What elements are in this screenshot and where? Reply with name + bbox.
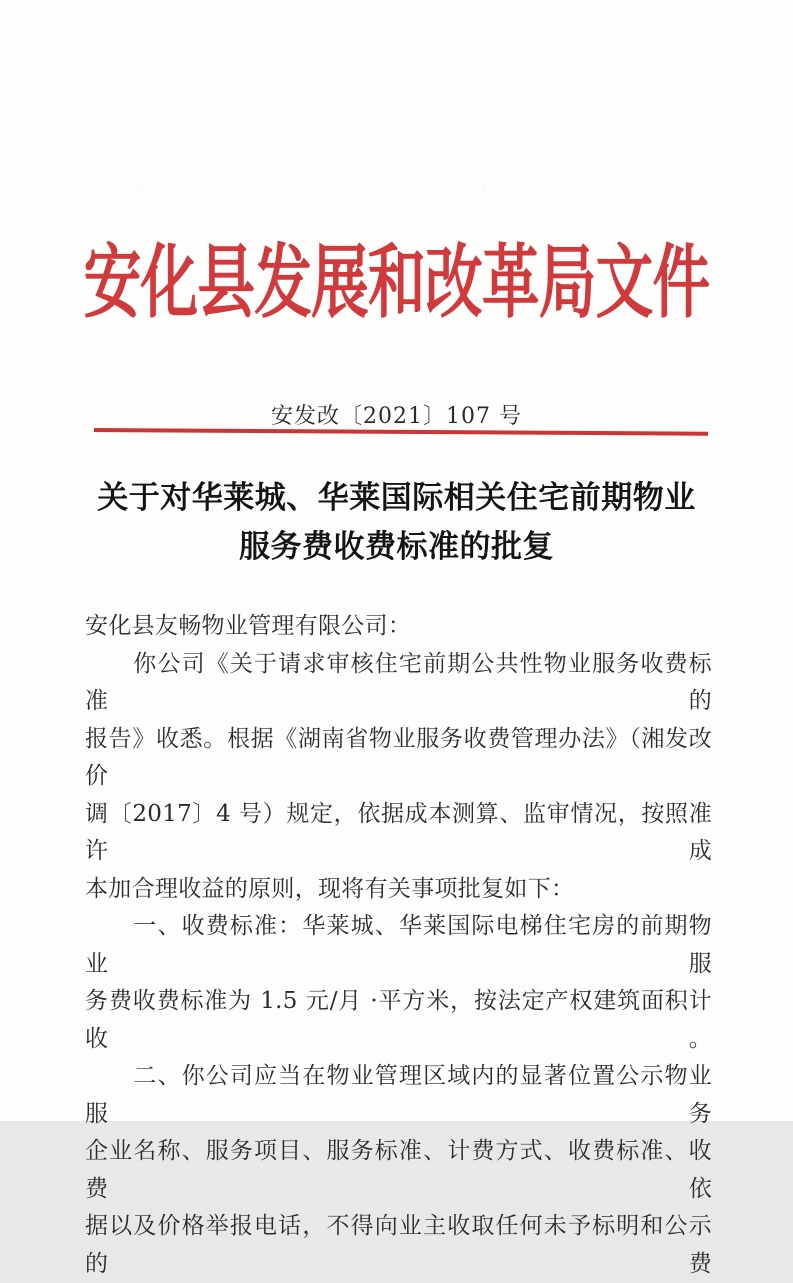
- body-text-line: 企业名称、服务项目、服务标准、计费方式、收费标准、收费依: [85, 1138, 712, 1202]
- body-text-line: 调〔2017〕4 号）规定，依据成本测算、监审情况，按照准许成: [85, 800, 712, 864]
- body-text-line: 务费收费标准为 1.5 元/月 ·平方米，按法定产权建筑面积计收。: [85, 988, 712, 1052]
- body-text-line: 据以及价格举报电话，不得向业主收取任何未予标明和公示的费: [85, 1213, 712, 1277]
- document-title-line-1: 关于对华莱城、华莱国际相关住宅前期物业: [97, 480, 696, 516]
- body-text-line: 报告》收悉。根据《湖南省物业服务收费管理办法》（湘发改价: [85, 725, 712, 789]
- body-text-line: 一、收费标准：华莱城、华莱国际电梯住宅房的前期物业服: [85, 913, 712, 977]
- body-text: [85, 608, 712, 1283]
- document-title: [0, 474, 793, 572]
- scan-noise-band: [0, 158, 793, 206]
- document-number: 安发改〔2021〕107 号: [271, 404, 522, 429]
- body-text-line: 安化县友畅物业管理有限公司：: [85, 613, 412, 639]
- body-text-line: 二、你公司应当在物业管理区域内的显著位置公示物业服务: [85, 1063, 712, 1127]
- agency-title: 安化县发展和改革局文件: [83, 235, 710, 329]
- letterhead: [0, 235, 793, 329]
- body-text-line: 本加合理收益的原则，现将有关事项批复如下：: [85, 875, 575, 902]
- body-text-line: 你公司《关于请求审核住宅前期公共性物业服务收费标准的: [85, 650, 712, 714]
- document-title-line-2: 服务费收费标准的批复: [239, 529, 554, 565]
